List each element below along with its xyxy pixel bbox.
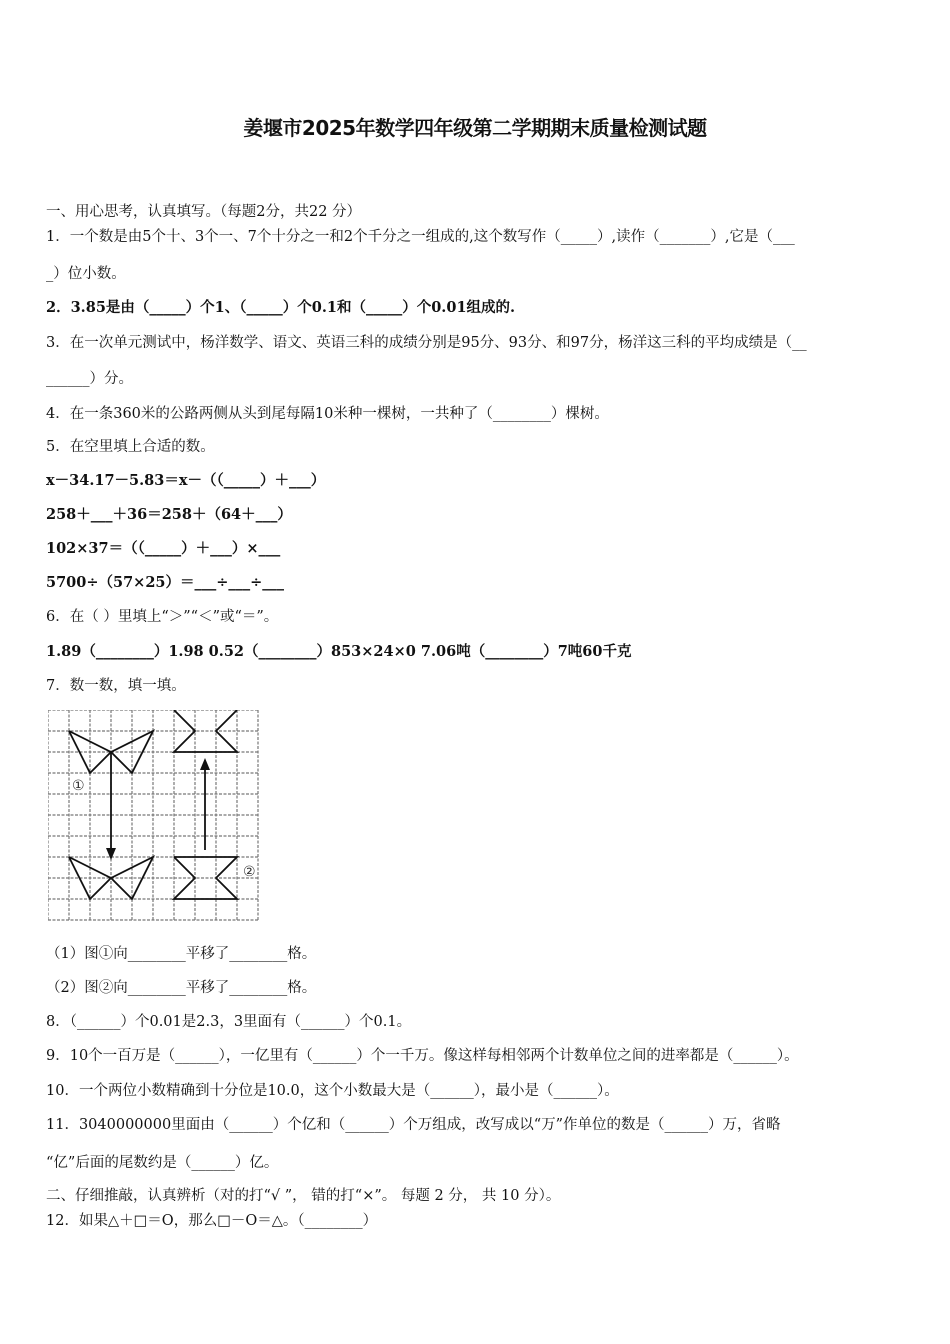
question-3-line1: 3．在一次单元测试中，杨洋数学、语文、英语三科的成绩分别是95分、93分、和97分，杨洋这三科的平均成绩是（__ [46,335,807,351]
section2-heading: 二、仔细推敲，认真辨析（对的打“√ ”， 错的打“×”。 每题 2 分， 共 10 分）。 [46,1188,561,1204]
grid-diagram [48,710,264,926]
page-title: 姜堰市2025年数学四年级第二学期期末质量检测试题 [243,116,707,140]
question-12: 12．如果△＋□＝O，那么□－O＝△。（________） [46,1213,378,1229]
question-3-line2: ______）分。 [46,371,133,387]
section1-heading: 一、用心思考，认真填写。（每题2分，共22 分） [46,204,362,220]
question-5: 5．在空里填上合适的数。 [46,439,215,455]
question-6-items: 1.89（________）1.98 0.52（________）853×24×0 7.06吨（________）7吨60千克 [46,643,632,660]
question-5-item-1: x－34.17－5.83＝x－（（_____）＋___） [46,472,326,489]
question-6: 6．在（ ）里填上“＞”“＜”或“＝”。 [46,609,279,625]
question-4: 4．在一条360米的公路两侧从头到尾每隔10米种一棵树，一共种了（________）棵树。 [46,406,609,422]
question-7-sub-2: （2）图②向________平移了________格。 [46,980,317,996]
question-10: 10．一个两位小数精确到十分位是10.0，这个小数最大是（______），最小是（______）。 [46,1083,619,1099]
question-9: 9．10个一百万是（______），一亿里有（______）个一千万。像这样每相邻两个计数单位之间的进率都是（______）。 [46,1048,799,1064]
question-11-line2: “亿”后面的尾数约是（______）亿。 [46,1155,279,1171]
question-2: 2．3.85是由（_____）个1、（_____）个0.1和（_____）个0.01组成的. [46,299,516,316]
question-5-item-3: 102×37＝（（_____）＋___）×___ [46,540,281,557]
question-7: 7．数一数，填一填。 [46,678,186,694]
question-8: 8．（______）个0.01是2.3，3里面有（______）个0.1。 [46,1014,412,1030]
figure-2-label: ② [243,864,256,880]
question-5-item-4: 5700÷（57×25）＝___÷___÷___ [46,574,285,591]
translation-grid-figure [48,710,264,926]
question-5-item-2: 258＋___＋36＝258＋（64＋___） [46,506,292,523]
question-1-line2: _）位小数。 [46,266,126,282]
question-1-line1: 1．一个数是由5个十、3个一、7个十分之一和2个千分之一组成的,这个数写作（_____）,读作（_______）,它是（___ [46,229,795,245]
question-11-line1: 11．3040000000里面由（______）个亿和（______）个万组成，改写成以“万”作单位的数是（______）万，省略 [46,1117,781,1133]
figure-1-label: ① [72,778,85,794]
question-7-sub-1: （1）图①向________平移了________格。 [46,946,317,962]
